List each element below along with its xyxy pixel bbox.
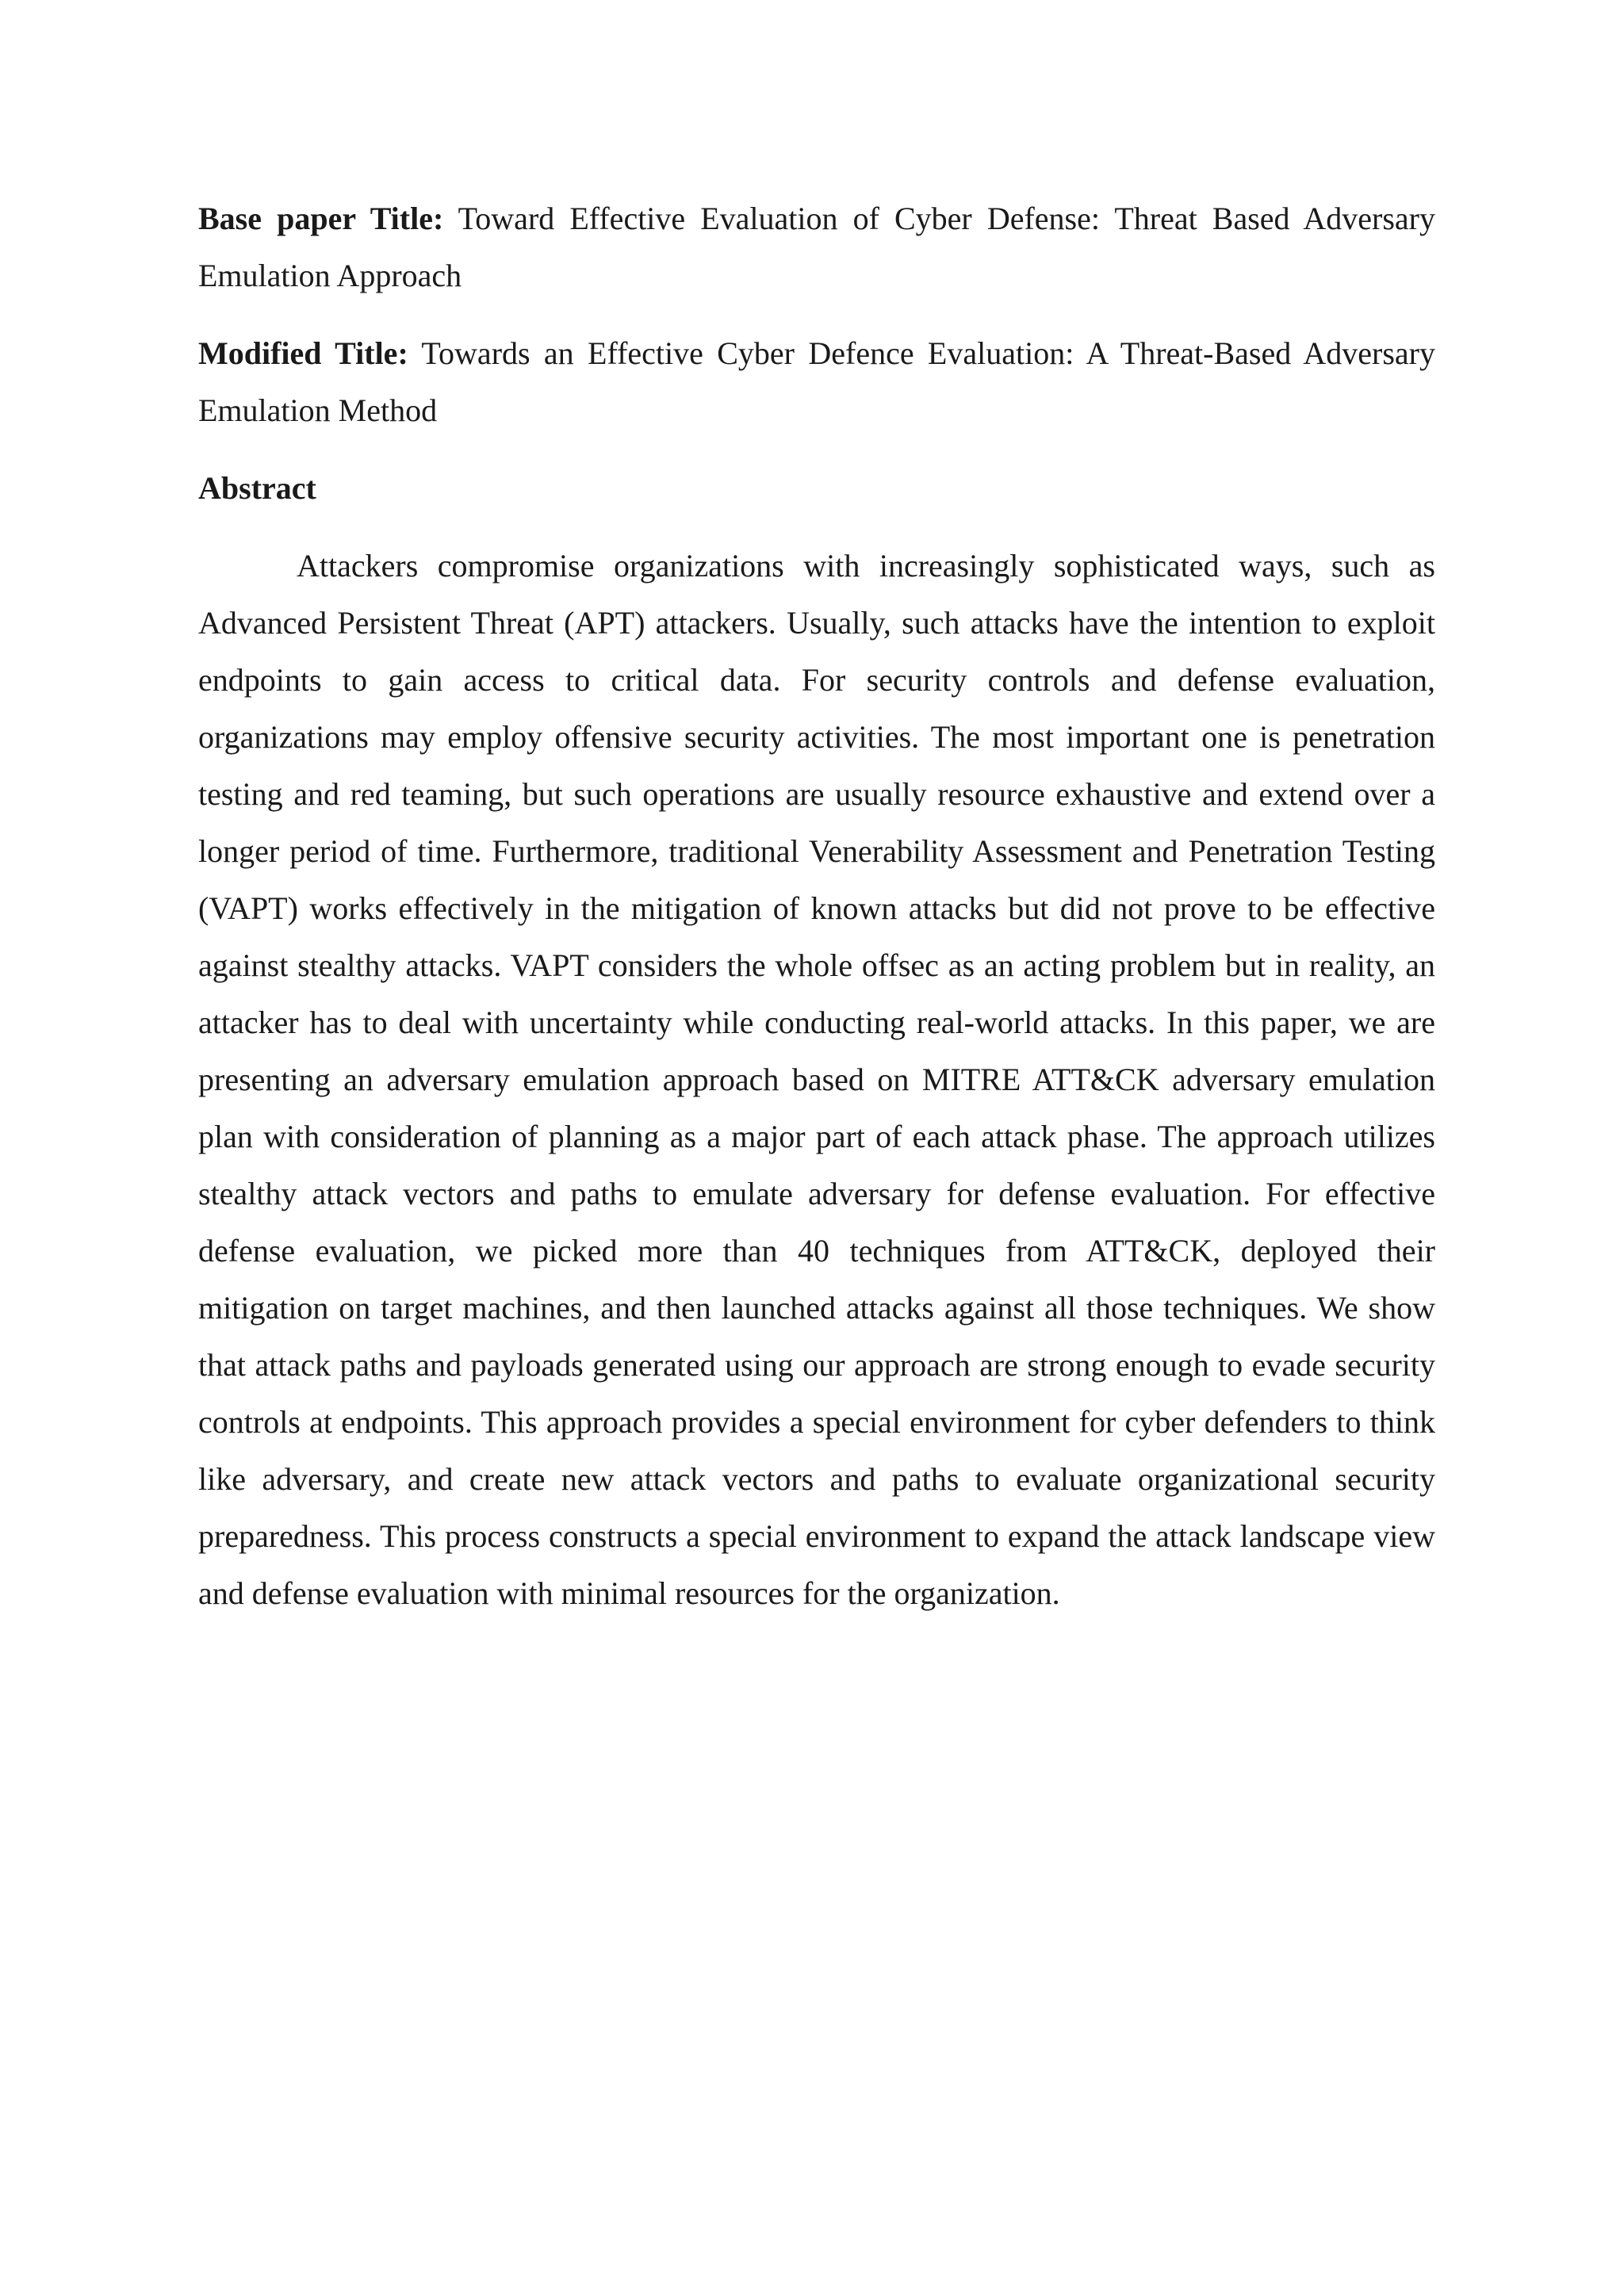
- modified-title-label: Modified Title:: [198, 335, 408, 371]
- abstract-heading: Abstract: [198, 470, 316, 506]
- document-page: [198, 190, 1435, 1654]
- base-paper-title-text: Toward Effective Evaluation of Cyber Defense: Threat Based Adversary Emulation Approach: [198, 201, 1436, 293]
- modified-title-text: Towards an Effective Cyber Defence Evaluation: A Threat-Based Adversary Emulation Method: [198, 335, 1435, 428]
- modified-title: [198, 325, 1435, 439]
- base-paper-title-label: Base paper Title:: [198, 201, 444, 236]
- base-paper-title: [198, 190, 1435, 304]
- abstract-body: Attackers compromise organizations with increasingly sophisticated ways, such as Advanced Persistent Threat (APT) attackers. Usually, such attacks have the intention to exploit endpoints to gain access to critical data. For security controls and defense evaluation, organizations may employ offensive security activities. The most important one is penetration testing and red teaming, but such operations are usually resource exhaustive and extend over a longer period of time. Furthermore, traditional Venerability Assessment and Penetration Testing (VAPT) works effectively in the mitigation of known attacks but did not prove to be effective against stealthy attacks. VAPT considers the whole offsec as an acting problem but in reality, an attacker has to deal with uncertainty while conducting real-world attacks. In this paper, we are presenting an adversary emulation approach based on MITRE ATT&CK adversary emulation plan with consideration of planning as a major part of each attack phase. The approach utilizes stealthy attack vectors and paths to emulate adversary for defense evaluation. For effective defense evaluation, we picked more than 40 techniques from ATT&CK, deployed their mitigation on target machines, and then launched attacks against all those techniques. We show that attack paths and payloads generated using our approach are strong enough to evade security controls at endpoints. This approach provides a special environment for cyber defenders to think like adversary, and create new attack vectors and paths to evaluate organizational security preparedness. This process constructs a special environment to expand the attack landscape view and defense evaluation with minimal resources for the organization.: [198, 548, 1435, 1611]
